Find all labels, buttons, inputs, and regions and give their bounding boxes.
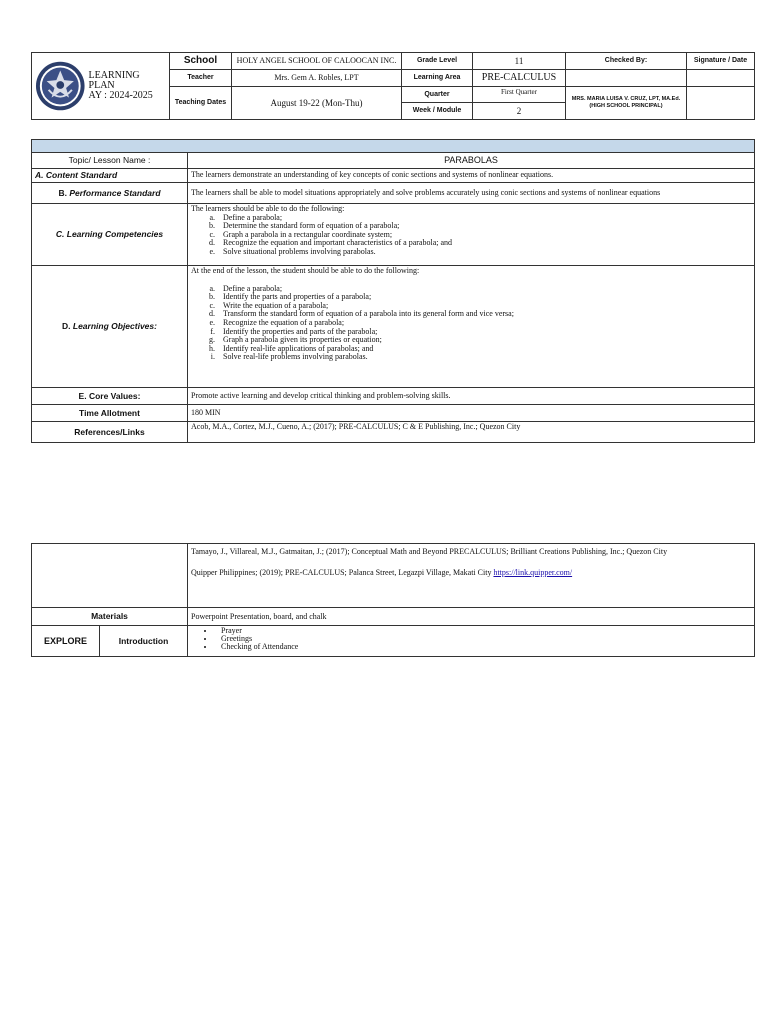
introduction-item: • Prayer (215, 627, 751, 635)
header-band (32, 140, 755, 153)
references-row (32, 422, 755, 443)
reference-1: Tamayo, J., Villareal, M.J., Gatmaitan, J.; (2017); Conceptual Math and Beyond PRECALCULUS; Brilliant Creations Publishing, Inc.; Quezon City (191, 547, 668, 556)
performance-standard-label-cell (32, 183, 188, 204)
objectives-row (32, 266, 755, 388)
content-standard-value: The learners demonstrate an understanding of key concepts of conic sections and systems of nonlinear equations. (188, 169, 755, 183)
objective-item: f. Identify the properties and parts of the parabola; (217, 328, 751, 337)
teaching-dates-label: Teaching Dates (170, 87, 232, 120)
topic-row (32, 153, 755, 169)
objective-item: b. Identify the parts and properties of a parabola; (217, 293, 751, 302)
time-allotment-label: Time Allotment (32, 405, 188, 422)
core-values-label: E. Core Values: (32, 388, 188, 405)
core-values-row (32, 388, 755, 405)
performance-standard-prefix: B. (58, 187, 70, 198)
introduction-list (191, 627, 751, 651)
principal-name: MRS. MARIA LUISA V. CRUZ, LPT, MA.Ed. (571, 96, 681, 102)
objective-item: e. Recognize the equation of a parabola; (217, 319, 751, 328)
week-value: 2 (473, 103, 566, 120)
competencies-list (191, 214, 751, 257)
objectives-label-cell (32, 266, 188, 388)
continued-table (31, 543, 755, 657)
competency-item: c. Graph a parabola in a rectangular coordinate system; (217, 231, 751, 240)
school-label: School (170, 53, 232, 70)
references-continued-row (32, 544, 755, 608)
references-continued-cell (188, 544, 755, 608)
introduction-item: • Greetings (215, 635, 751, 643)
learning-area-value: PRE-CALCULUS (473, 70, 566, 87)
references-continued-blank (32, 544, 188, 608)
lesson-plan-table (31, 139, 755, 443)
performance-standard-row (32, 183, 755, 204)
checked-by-label: Checked By: (566, 53, 687, 70)
objective-item: c. Write the equation of a parabola; (217, 302, 751, 311)
content-standard-row (32, 169, 755, 183)
header-table (31, 52, 755, 120)
objectives-intro: At the end of the lesson, the student should be able to do the following: (191, 266, 420, 275)
materials-value: Powerpoint Presentation, board, and chalk (188, 608, 755, 626)
learning-area-label: Learning Area (402, 70, 473, 87)
objectives-list (191, 285, 751, 362)
topic-label: Topic/ Lesson Name : (32, 153, 188, 169)
checked-by-blank (566, 70, 687, 87)
quarter-value: First Quarter (473, 87, 566, 103)
week-label: Week / Module (402, 103, 473, 120)
objective-item: g. Graph a parabola given its properties or equation; (217, 336, 751, 345)
objective-item: a. Define a parabola; (217, 285, 751, 294)
time-allotment-value: 180 MIN (188, 405, 755, 422)
explore-label: EXPLORE (32, 626, 100, 657)
plan-title: LEARNING PLAN (88, 70, 140, 91)
signature-label: Signature / Date (687, 53, 755, 70)
time-allotment-row (32, 405, 755, 422)
school-value: HOLY ANGEL SCHOOL OF CALOOCAN INC. (232, 53, 402, 70)
materials-row (32, 608, 755, 626)
competency-item: e. Solve situational problems involving parabolas. (217, 248, 751, 257)
grade-level-label: Grade Level (402, 53, 473, 70)
reference-2: Quipper Philippines; (2019); PRE-CALCULUS; Palanca Street, Legazpi Village, Makati City (191, 568, 492, 577)
quipper-link[interactable]: https://link.quipper.com/ (493, 568, 573, 577)
objective-item: i. Solve real-life problems involving parabolas. (217, 353, 751, 362)
signature-date-blank (687, 87, 755, 120)
competency-item: d. Recognize the equation and important characteristics of a parabola; and (217, 239, 751, 248)
school-seal-icon (35, 60, 86, 112)
competency-item: b. Determine the standard form of equation of a parabola; (217, 222, 751, 231)
quarter-label: Quarter (402, 87, 473, 103)
references-label: References/Links (32, 422, 188, 443)
competency-item: a. Define a parabola; (217, 214, 751, 223)
objectives-cell (188, 266, 755, 388)
teaching-dates-value: August 19-22 (Mon-Thu) (232, 87, 402, 120)
competencies-intro: The learners should be able to do the following: (191, 204, 345, 213)
grade-level-value: 11 (473, 53, 566, 70)
objectives-label: Learning Objectives: (72, 321, 157, 332)
academic-year: AY : 2024-2025 (88, 90, 153, 101)
introduction-label: Introduction (100, 626, 188, 657)
explore-row (32, 626, 755, 657)
content-standard-label: A. Content Standard (32, 169, 188, 183)
objective-item: h. Identify real-life applications of parabolas; and (217, 345, 751, 354)
signature-blank (687, 70, 755, 87)
materials-label: Materials (32, 608, 188, 626)
teacher-value: Mrs. Gem A. Robles, LPT (232, 70, 402, 87)
topic-value: PARABOLAS (188, 153, 755, 169)
objective-item: d. Transform the standard form of equation of a parabola into its general form and vice versa; (217, 310, 751, 319)
competencies-label: C. Learning Competencies (32, 204, 188, 266)
introduction-cell (188, 626, 755, 657)
introduction-item: • Checking of Attendance (215, 643, 751, 651)
objectives-prefix: D. (62, 321, 73, 332)
performance-standard-label: Performance Standard (69, 187, 161, 198)
core-values-value: Promote active learning and develop critical thinking and problem-solving skills. (188, 388, 755, 405)
principal-role: (HIGH SCHOOL PRINCIPAL) (589, 103, 663, 109)
logo-cell (32, 53, 170, 120)
references-value: Acob, M.A., Cortez, M.J., Cueno, A.; (2017); PRE-CALCULUS; C & E Publishing, Inc.; Quezon City (188, 422, 755, 443)
competencies-cell (188, 204, 755, 266)
reference-2-line (191, 568, 751, 577)
performance-standard-value: The learners shall be able to model situations appropriately and solve problems accurately using conic sections and systems of nonlinear equations (188, 183, 755, 204)
competencies-row (32, 204, 755, 266)
teacher-label: Teacher (170, 70, 232, 87)
